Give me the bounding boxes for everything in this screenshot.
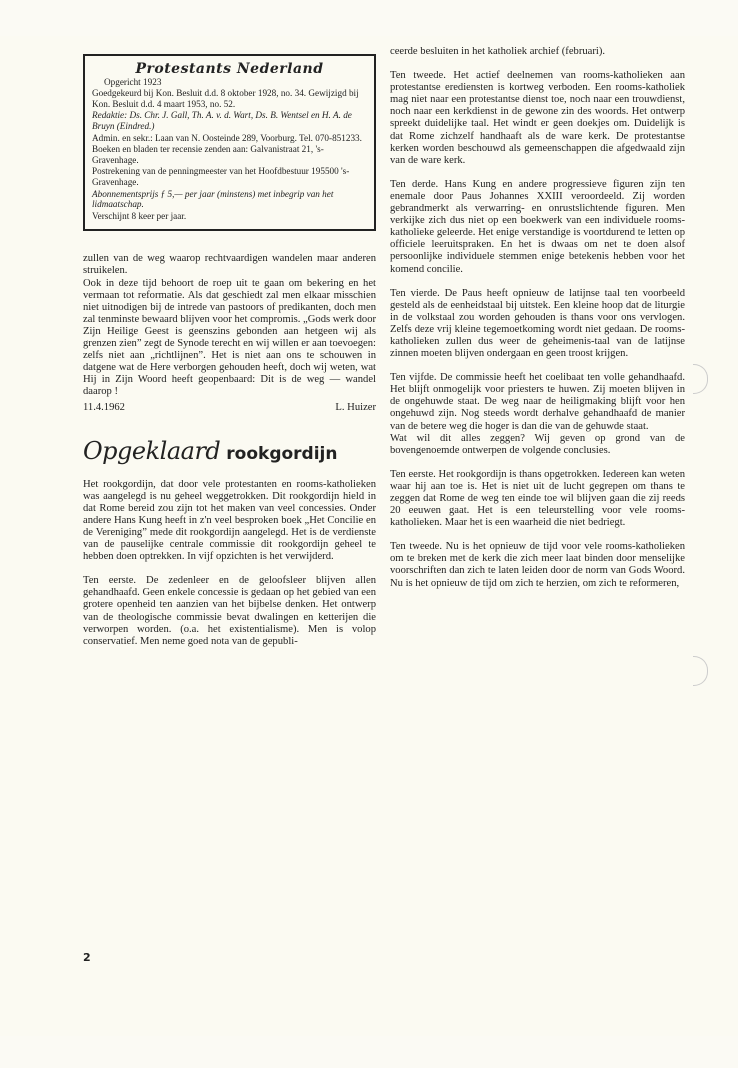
masthead-box (83, 54, 376, 231)
left-intro: zullen van de weg waarop rechtvaardigen wandelen maar anderen struikelen. (83, 253, 376, 277)
right-column (390, 46, 685, 602)
masthead-title: Protestants Nederland (135, 61, 324, 77)
right-para-1: ceerde besluiten in het katholiek archief (februari). (390, 46, 606, 57)
masthead-frequency: Verschijnt 8 keer per jaar. (92, 210, 187, 221)
left-para-2: Het rookgordijn, dat door vele protestanten en rooms-katholieken was aangelegd is nu geheel weggetrokken. Dit rookgordijn hield in dat Rome bereid zou zijn tot het maken van veel concessies. Onder andere Hans Kung heeft in z'n veel besproken boek „Het Concilie en de Vereniging” mede dit rookgordijn aangelegd. Het is de verdienste van de pauselijke centrale commissie dit rookgordijn geheel te hebben doen optrekken. In vijf opzichten is het verwijderd. (83, 478, 376, 563)
left-para-1: Ook in deze tijd behoort de roep uit te gaan om bekering en het vermaan tot reformatie. Als dat geschiedt zal men elkaar misschien niet uitnodigen bij de intrede van pastoors of predikanten, doch men zal tenminste bewaard blijven voor het compromis. „Gods werk door Zijn Heilige Geest is geenszins gebonden aan hetgeen wij als grenzen zien” zegt de Synode terecht en wij willen er aan toevoegen: zelfs niet aan „richtlijnen”. Het is niet aan ons te schouwen in datgene wat de Here verborgen gehouden heeft, doch wij weten, wat Hij in Zijn Woord heeft geopenbaard: Dit is de weg — wandel daarop ! (83, 277, 377, 398)
masthead-subscription: Abonnementsprijs ƒ 5,— per jaar (minstens) met inbegrip van het lidmaatschap. (92, 188, 334, 210)
masthead-account: Postrekening van de penningmeester van het Hoofdbestuur 195500 's-Gravenhage. (92, 166, 350, 187)
article-date: 11.4.1962 (83, 402, 125, 414)
right-para-7: Ten eerste. Het rookgordijn is thans opgetrokken. Iedereen kan weten waar hij aan toe is. Het is niet uit de lucht gegrepen om thans te zeggen dat Rome de weg ten einde toe wil blijven gaan die zij reeds 20 eeuwen gaat. Het is een teleurstelling voor vele rooms-katholieken. Maar het is een waarheid die niet bedriegt. (390, 468, 685, 529)
right-para-4: Ten vierde. De Paus heeft opnieuw de latijnse taal ten voorbeeld gesteld als de eenheidstaal bij uitstek. Een kleine hoop dat de liturgie in de volkstaal zou worden gehouden is thans voor ons vervlogen. Zelfs deze vrij kleine tegemoetkoming wordt niet gedaan. De rooms-katholieken zullen dus weer de geheimenis-taal van de latijnse zinnen moeten blijven ondergaan en geen troost krijgen. (390, 287, 685, 360)
heading-bold: rookgordijn (226, 443, 338, 464)
heading-script: Opgeklaard (83, 436, 221, 465)
dateline (83, 402, 376, 414)
left-para-3: Ten eerste. De zedenleer en de geloofsleer blijven allen gehandhaafd. Geen enkele concessie is gedaan op het gebied van een grotere openheid ten aanzien van het bijbelse denken. Het ontwerp van de theologische commissie bevat dwalingen en ketterijen die verworpen worden. (o.a. het existentialisme). Men is volop conservatief. Men neme goed nota van de gepubli- (83, 575, 376, 647)
right-para-2: Ten tweede. Het actief deelnemen van rooms-katholieken aan protestantse erediensten is kortweg verboden. Een rooms-katholiek mag niet naar een protestantse dienst toe, noch naar een trouwdienst, noch naar een kerkdienst in de gewone zin des woords. Het ontwerp spreekt duidelijke taal. Het windt er geen doekjes om. Duidelijk is dat Rome zichzelf handhaaft als de ware kerk. De protestantse kerken worden beschouwd als gemeenschappen die afgedwaald zijn van de ware kerk. (390, 70, 685, 166)
article-heading (83, 436, 376, 465)
article-author: L. Huizer (335, 402, 376, 414)
left-column (83, 54, 376, 660)
right-para-8: Ten tweede. Nu is het opnieuw de tijd voor vele rooms-katholieken om te breken met de kerk die zich meer laat binden door menselijke voorschriften dan zich te laten leiden door de norm van Gods Woord. Nu is het opnieuw de tijd om zich te herzien, om zich te reformeren, (390, 541, 685, 589)
masthead-admin: Admin. en sekr.: Laan van N. Oosteinde 289, Voorburg. Tel. 070-851233. (92, 132, 362, 143)
right-para-5: Ten vijfde. De commissie heeft het coelibaat ten volle gehandhaafd. Het blijft onmogelijk voor priesters te huwen. Zij moeten blijven in de ongehuwde staat. De weg naar de heiligmaking blijft voor hen ongehuwd zijn. Nog steeds wordt derhalve gehandhaafd de manier van de betere weg die hoger is dan die van de gehuwde staat. (390, 372, 685, 432)
masthead-books: Boeken en bladen ter recensie zenden aan: Galvanistraat 21, 's-Gravenhage. (92, 144, 324, 165)
masthead-founded: Opgericht 1923 (104, 76, 162, 87)
page-number: 2 (83, 951, 91, 964)
right-para-6: Wat wil dit alles zeggen? Wij geven op grond van de bovengenoemde ontwerpen de volgende conclusies. (390, 432, 685, 456)
right-para-3: Ten derde. Hans Kung en andere progressieve figuren zijn ten enemale door Paus Johannes XXIII veroordeeld. Zij worden gebrandmerkt als verwarring- en onrustslichtende figuren. Men verkijke zich dus niet op een boekwerk van een individuele rooms-katholieke geleerde. Het enige verstandige is voortdurend te letten op officiele leeruitspraken. En het is dwaas om net te doen alsof persoonlijke individuele stemmen enige betekenis hebben voor het komend concilie. (390, 178, 685, 275)
masthead-approval: Goedgekeurd bij Kon. Besluit d.d. 8 oktober 1928, no. 34. Gewijzigd bij Kon. Besluit d.d. 4 maart 1953, no. 52. (92, 88, 359, 109)
masthead-editors: Redaktie: Ds. Chr. J. Gall, Th. A. v. d. Wart, Ds. B. Wentsel en H. A. de Bruyn (Eindred.) (92, 110, 352, 131)
